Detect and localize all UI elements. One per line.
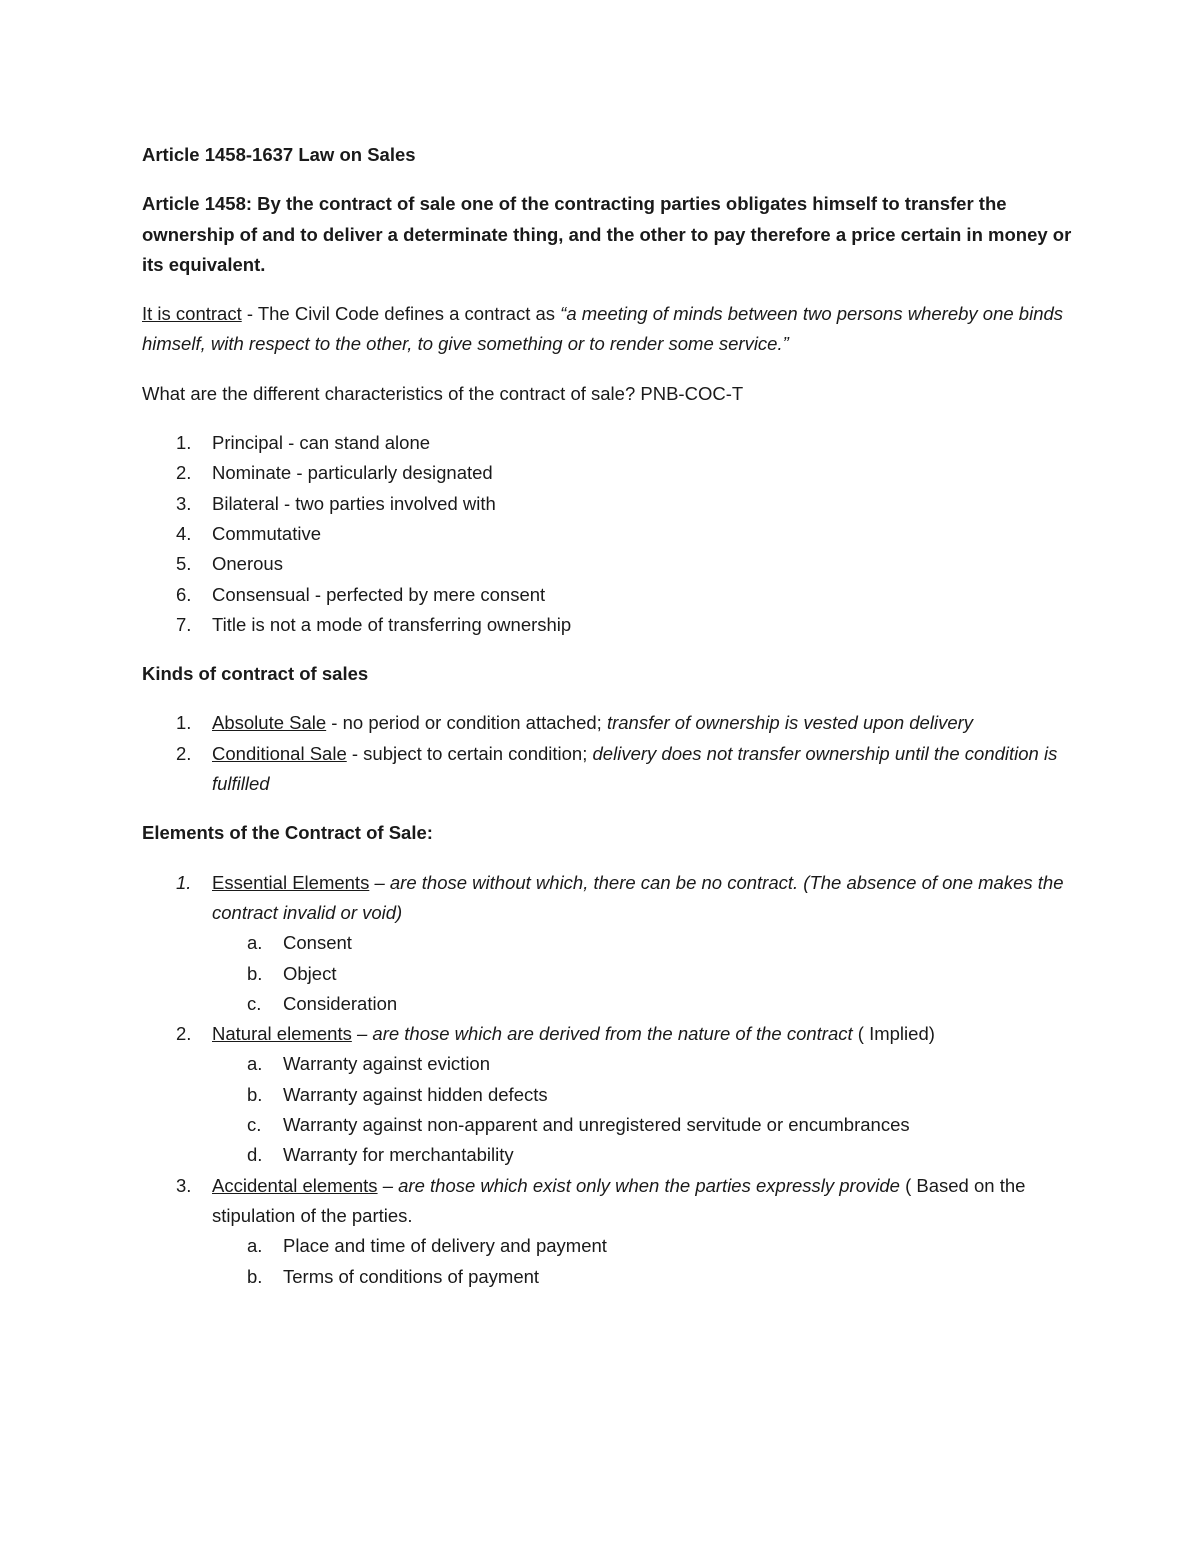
contract-definition — [142, 299, 1080, 360]
sublist-item — [142, 928, 1080, 958]
list-item — [142, 519, 1080, 549]
kind-note: transfer of ownership is vested upon delivery — [606, 712, 974, 734]
list-item-text: Title is not a mode of transferring ownership — [212, 613, 572, 635]
sublist-item-text: Object — [283, 962, 337, 984]
list-item — [142, 428, 1080, 458]
contract-definition-quote: “a meeting of minds between two persons whereby one binds himself, with respect to the other, to give something or to render some service.” — [142, 303, 1064, 355]
contract-term: It is contract — [142, 303, 242, 325]
list-number: 1. — [176, 871, 192, 893]
kinds-heading: Kinds of contract of sales — [142, 663, 369, 685]
kinds-list — [142, 708, 1080, 799]
list-number: 3. — [176, 1174, 192, 1196]
list-item — [142, 549, 1080, 579]
list-number: 6. — [176, 583, 192, 605]
list-item — [142, 458, 1080, 488]
sublist-letter: b. — [247, 962, 263, 984]
sublist-letter: a. — [247, 1053, 263, 1075]
sublist — [212, 928, 1080, 1019]
sublist-item — [142, 1110, 1080, 1140]
list-number: 2. — [176, 742, 192, 764]
list-number: 7. — [176, 613, 192, 635]
kind-note: delivery does not transfer ownership until the condition is fulfilled — [212, 742, 1058, 795]
list-item-text: Nominate - particularly designated — [212, 462, 493, 484]
elements-list — [142, 868, 1080, 1292]
list-number: 5. — [176, 553, 192, 575]
list-item — [142, 610, 1080, 640]
sublist-letter: a. — [247, 1235, 263, 1257]
document-title: Article 1458-1637 Law on Sales — [142, 144, 416, 165]
list-item-text: Commutative — [212, 522, 321, 544]
element-description: – are those which exist only when the parties expressly provide — [377, 1174, 900, 1196]
kind-term: Absolute Sale — [212, 712, 327, 734]
sublist-item-text: Place and time of delivery and payment — [283, 1235, 607, 1257]
sublist-item — [142, 1049, 1080, 1079]
contract-definition-intro: - The Civil Code defines a contract as — [241, 303, 561, 325]
sublist-item-text: Consent — [283, 932, 352, 954]
list-item — [142, 739, 1080, 800]
list-item — [142, 708, 1080, 738]
sublist-letter: a. — [247, 932, 263, 954]
characteristics-question: What are the different characteristics of the contract of sale? PNB-COC-T — [142, 382, 744, 404]
sublist-item-text: Warranty for merchantability — [283, 1144, 514, 1166]
element-description: – are those which are derived from the nature of the contract — [351, 1023, 853, 1045]
list-item-text: Principal - can stand alone — [212, 432, 431, 454]
element-term: Natural elements — [212, 1023, 352, 1045]
sublist-item-text: Warranty against hidden defects — [283, 1083, 548, 1105]
element-note: ( Based on the stipulation of the parties. — [212, 1174, 1026, 1226]
list-item-text: Onerous — [212, 553, 283, 575]
list-number: 4. — [176, 522, 192, 544]
sublist-letter: c. — [247, 992, 262, 1014]
sublist-letter: b. — [247, 1265, 263, 1287]
element-note: ( Implied) — [852, 1023, 935, 1045]
list-item-text: Bilateral - two parties involved with — [212, 492, 496, 514]
sublist-letter: d. — [247, 1144, 263, 1166]
sublist-item-text: Consideration — [283, 992, 398, 1014]
sublist — [212, 1049, 1080, 1170]
sublist — [212, 1231, 1080, 1292]
list-number: 1. — [176, 712, 192, 734]
element-term: Accidental elements — [212, 1174, 378, 1196]
list-number: 1. — [176, 432, 192, 454]
sublist-letter: c. — [247, 1114, 262, 1136]
list-item — [142, 1019, 1080, 1170]
article-1458-text: Article 1458: By the contract of sale one of the contracting parties obligates himself to transfer the ownership of and to deliver a determinate thing, and the other to pay therefore a price certain in money or its equivalent. — [142, 193, 1072, 275]
list-item — [142, 580, 1080, 610]
elements-heading: Elements of the Contract of Sale: — [142, 822, 433, 844]
element-description: – are those without which, there can be no contract. (The absence of one makes the contract invalid or void) — [212, 871, 1064, 923]
list-item — [142, 868, 1080, 1019]
kind-description: - no period or condition attached; — [326, 712, 607, 734]
list-number: 3. — [176, 492, 192, 514]
list-item — [142, 489, 1080, 519]
characteristics-list — [142, 428, 1080, 640]
element-term: Essential Elements — [212, 871, 370, 893]
sublist-item — [142, 959, 1080, 989]
sublist-item — [142, 1080, 1080, 1110]
kind-description: - subject to certain condition; — [346, 742, 593, 764]
list-number: 2. — [176, 462, 192, 484]
list-item — [142, 1171, 1080, 1292]
list-item-text: Consensual - perfected by mere consent — [212, 583, 546, 605]
sublist-item-text: Warranty against non-apparent and unregistered servitude or encumbrances — [283, 1114, 910, 1136]
sublist-item — [142, 989, 1080, 1019]
sublist-item — [142, 1231, 1080, 1261]
sublist-letter: b. — [247, 1083, 263, 1105]
list-number: 2. — [176, 1023, 192, 1045]
sublist-item — [142, 1262, 1080, 1292]
sublist-item — [142, 1140, 1080, 1170]
kind-term: Conditional Sale — [212, 742, 347, 764]
sublist-item-text: Warranty against eviction — [283, 1053, 491, 1075]
sublist-item-text: Terms of conditions of payment — [283, 1265, 540, 1287]
